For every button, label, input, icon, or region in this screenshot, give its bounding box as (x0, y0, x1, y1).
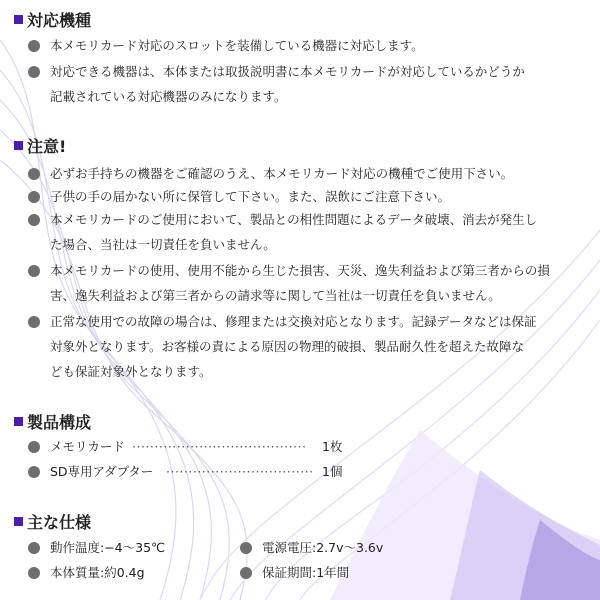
caution-item-4-line-1: 本メモリカードの使用、使用不能から生じた損害、天災、逸失利益および第三者からの損 (50, 263, 550, 278)
bullet-icon (28, 214, 40, 226)
section-title: 注意! (27, 136, 67, 156)
spec-operating-temperature: 動作温度:−4～35℃ (50, 540, 166, 555)
spec-supply-voltage: 電源電圧:2.7v～3.6v (262, 540, 384, 555)
compat-item-1: 本メモリカード対応のスロットを装備している機器に対応します。 (50, 38, 424, 53)
caution-item-5-line-2: 対象外となります。お客様の責による原因の物理的破損、製品耐久性を超えた故障な (50, 339, 525, 354)
section-title: 対応機種 (27, 10, 92, 30)
bullet-icon (240, 567, 252, 579)
square-marker-icon (14, 141, 23, 150)
caution-item-3-line-1: 本メモリカードのご使用において、製品との相性問題によるデータ破壊、消去が発生し (50, 212, 538, 227)
content-item-sd-adapter-qty: 1個 (322, 464, 343, 479)
caution-item-5-line-1: 正常な使用での故障の場合は、修理または交換対応となります。記録データなどは保証 (50, 314, 537, 329)
bullet-icon (240, 542, 252, 554)
caution-item-5-line-3: ども保証対象外となります。 (50, 364, 212, 379)
section-title: 主な仕様 (27, 512, 92, 532)
spec-warranty-period: 保証期間:1年間 (262, 565, 350, 580)
bullet-icon (28, 466, 40, 478)
caution-item-4-line-2: 害、逸失利益および第三者からの請求等に関して当社は一切責任を負いません。 (50, 288, 501, 303)
section-heading-compatibility (14, 8, 91, 30)
caution-item-2: 子供の手の届かない所に保管して下さい。また、誤飲にご注意下さい。 (50, 189, 451, 204)
section-heading-specifications (14, 510, 91, 532)
leader-dots: ································· (166, 464, 314, 479)
bullet-icon (28, 168, 40, 180)
bullet-icon (28, 316, 40, 328)
section-title: 製品構成 (27, 412, 92, 432)
caution-item-3-line-2: た場合、当社は一切責任を負いません。 (50, 237, 276, 252)
bullet-icon (28, 441, 40, 453)
content-item-sd-adapter: SD専用アダプター (50, 464, 154, 479)
section-heading-package-contents (14, 410, 91, 432)
bullet-icon (28, 66, 40, 78)
caution-item-1: 必ずお手持ちの機器をご確認のうえ、本メモリカード対応の機種でご使用下さい。 (50, 166, 514, 181)
compat-item-2-line-2: 記載されている対応機器のみになります。 (50, 89, 287, 104)
bullet-icon (28, 542, 40, 554)
bullet-icon (28, 265, 40, 277)
square-marker-icon (14, 417, 23, 426)
compat-item-2-line-1: 対応できる機器は、本体または取扱説明書に本メモリカードが対応しているかどうか (50, 64, 525, 79)
bullet-icon (28, 191, 40, 203)
bullet-icon (28, 40, 40, 52)
leader-dots: ······································· (132, 439, 307, 454)
content-item-memory-card-qty: 1枚 (322, 439, 343, 454)
content-item-memory-card: メモリカード (50, 439, 125, 454)
spec-weight: 本体質量:約0.4g (50, 565, 145, 580)
square-marker-icon (14, 517, 23, 526)
square-marker-icon (14, 15, 23, 24)
bullet-icon (28, 567, 40, 579)
section-heading-caution (14, 134, 66, 156)
